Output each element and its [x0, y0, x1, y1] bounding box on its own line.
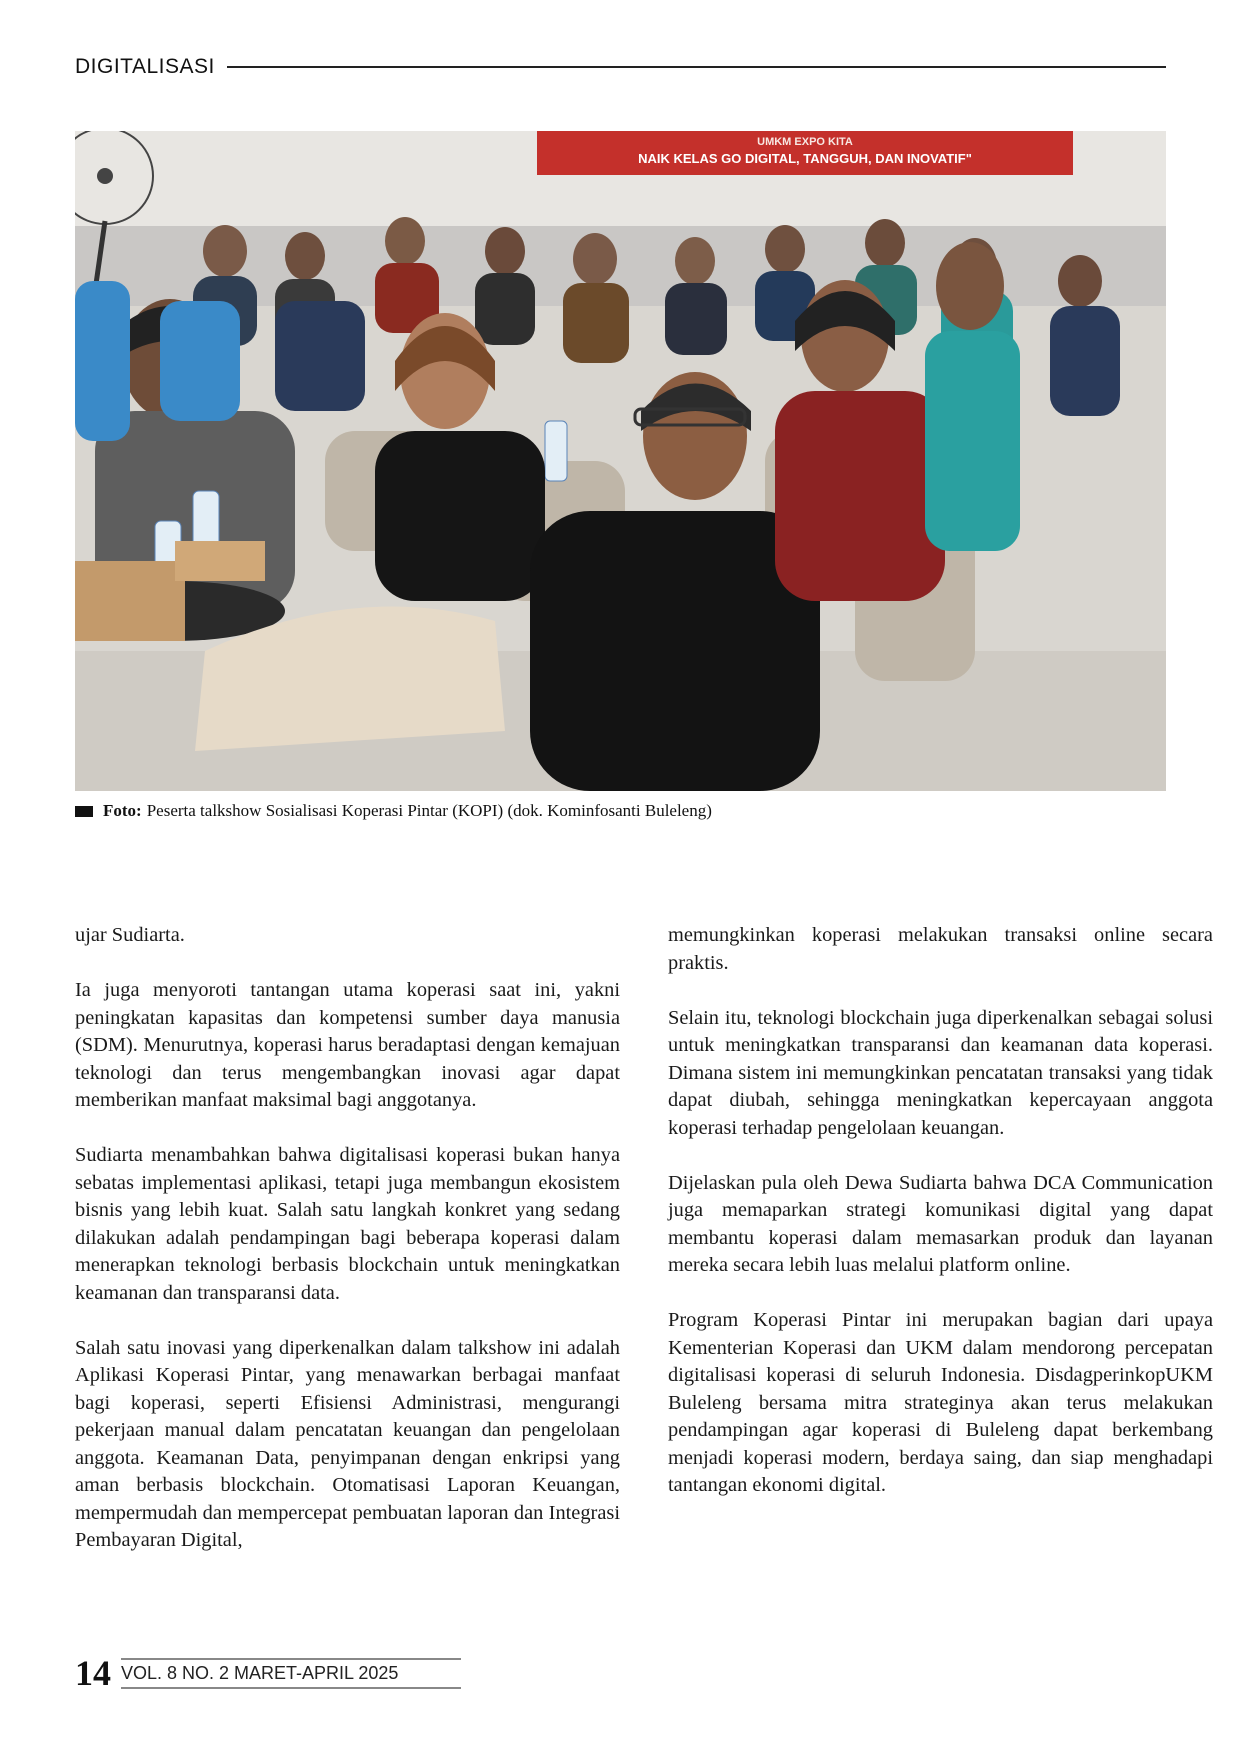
issue-info: VOL. 8 NO. 2 MARET-APRIL 2025 — [121, 1658, 461, 1689]
paragraph: Program Koperasi Pintar ini merupakan bagian dari upaya Kementerian Koperasi dan UKM dalam mendorong percepatan digitalisasi koperasi di seluruh Indonesia. DisdagperinkopUKM Buleleng bersama mitra strateginya akan terus melakukan pendampingan agar koperasi di Buleleng dapat berkembang menjadi koperasi modern, berdaya saing, dan siap menghadapi tantangan ekonomi digital. — [668, 1309, 1213, 1496]
banner-line-1: UMKM EXPO KITA — [757, 136, 853, 148]
left-column — [75, 922, 620, 1582]
page-footer — [75, 1648, 461, 1698]
paragraph: memungkinkan koperasi melakukan transaksi online secara praktis. — [668, 924, 1213, 974]
event-photo — [75, 131, 1166, 791]
right-column — [668, 922, 1213, 1527]
paragraph: Salah satu inovasi yang diperkenalkan dalam talkshow ini adalah Aplikasi Koperasi Pintar, yang menawarkan berbagai manfaat bagi koperasi, seperti Efisiensi Administrasi, mengurangi pekerjaan manual dalam pencatatan keuangan dan pengelolaan anggota. Keamanan Data, penyimpanan dengan enkripsi yang aman berbasis blockchain. Otomatisasi Laporan Keuangan, mempermudah dan mempercepat pembuatan laporan dan Integrasi Pembayaran Digital, — [75, 1336, 620, 1551]
paragraph: Dijelaskan pula oleh Dewa Sudiarta bahwa DCA Communication juga memaparkan strategi komunikasi digital yang dapat membantu koperasi dalam memasarkan produk dan layanan mereka secara lebih luas melalui platform online. — [668, 1171, 1213, 1276]
section-title: DIGITALISASI — [75, 55, 215, 78]
paragraph: Selain itu, teknologi blockchain juga diperkenalkan sebagai solusi untuk meningkatkan transparansi dan keamanan data koperasi. Dimana sistem ini memungkinkan pencatatan transaksi yang tidak dapat diubah, sehingga meningkatkan kepercayaan anggota koperasi terhadap pengelolaan keuangan. — [668, 1006, 1213, 1139]
paragraph: Sudiarta menambahkan bahwa digitalisasi koperasi bukan hanya sebatas implementasi aplikasi, tetapi juga membangun ekosistem bisnis yang lebih kuat. Salah satu langkah konkret yang sedang dilakukan adalah pendampingan bagi beberapa koperasi dalam menerapkan teknologi berbasis blockchain untuk meningkatkan keamanan dan transparansi data. — [75, 1144, 620, 1304]
page-header — [75, 50, 1166, 84]
photo-caption — [75, 801, 1166, 821]
paragraph: ujar Sudiarta. — [75, 924, 185, 946]
caption-text: Peserta talkshow Sosialisasi Koperasi Pintar (KOPI) (dok. Kominfosanti Buleleng) — [146, 801, 712, 820]
caption-marker — [75, 806, 93, 817]
caption-label: Foto: — [103, 801, 142, 820]
page-number: 14 — [75, 1653, 111, 1693]
banner-line-2: NAIK KELAS GO DIGITAL, TANGGUH, DAN INOVATIF" — [638, 151, 972, 166]
paragraph: Ia juga menyoroti tantangan utama koperasi saat ini, yakni peningkatan kapasitas dan kompetensi sumber daya manusia (SDM). Menurutnya, koperasi harus beradaptasi dengan kemajuan teknologi dan terus mengembangkan inovasi agar dapat memberikan manfaat maksimal bagi anggotanya. — [75, 979, 620, 1111]
header-rule — [227, 66, 1166, 68]
